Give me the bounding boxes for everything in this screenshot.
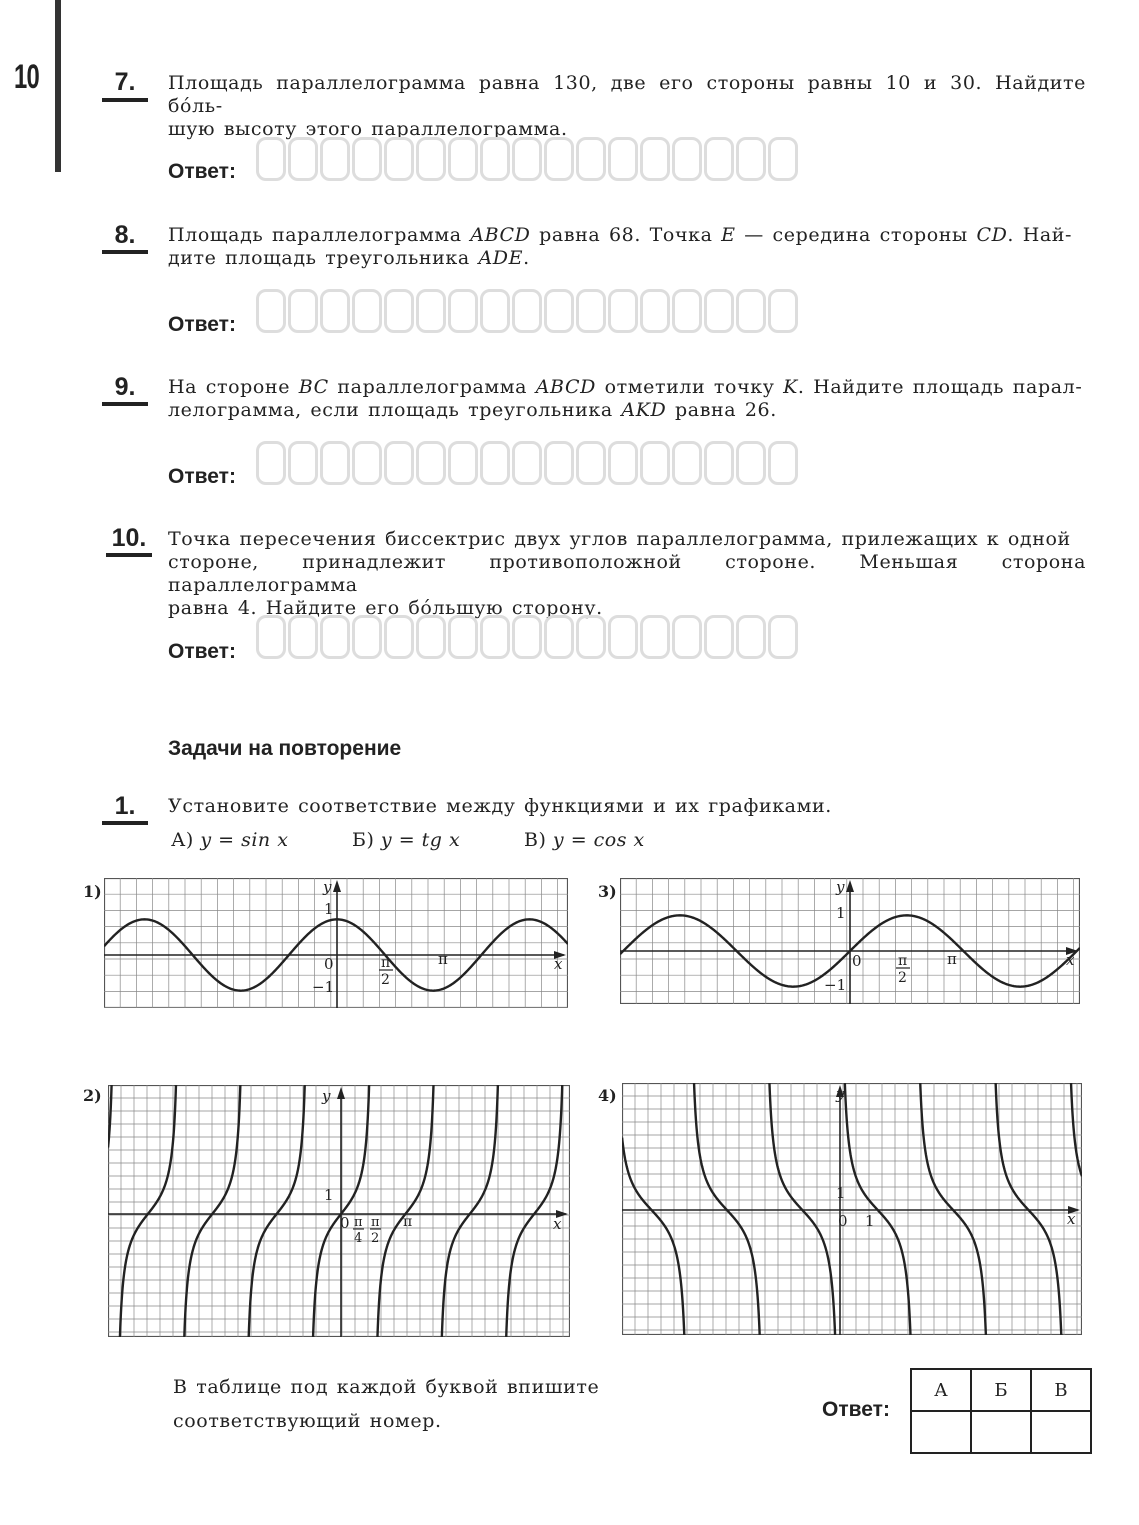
graph-2-tick-pi: π [403,1214,413,1230]
graph-1 [104,878,568,1008]
question-8-underline [102,250,148,254]
branch [1071,1083,1082,1176]
option-b: Б) y = tg x [352,829,461,851]
answer-box[interactable] [576,137,606,181]
answer-box[interactable] [288,137,318,181]
answer-box[interactable] [480,615,510,659]
graph-4-tick-x1: 1 [865,1212,875,1230]
graph-4-tick-0: 0 [838,1212,848,1230]
answer-box[interactable] [320,289,350,333]
answer-box[interactable] [416,441,446,485]
answer-box[interactable] [384,289,414,333]
answer-instructions-line-2: соответствующий номер. [173,1410,442,1432]
option-c: В) y = cos x [524,829,645,851]
answer-table [910,1368,1092,1454]
answer-box[interactable] [672,137,702,181]
branch [845,1083,911,1335]
question-10-underline [106,553,152,557]
answer-box[interactable] [608,137,638,181]
answer-box[interactable] [704,137,734,181]
answer-box[interactable] [256,441,286,485]
answer-box[interactable] [512,289,542,333]
graph-3-x-label: x [1066,951,1075,969]
graph-2-tick-pi4-den: 4 [354,1231,363,1246]
answer-box[interactable] [608,441,638,485]
graph-1-tick-pi-half-den: 2 [381,972,390,988]
graph-2-tick-1: 1 [324,1186,334,1204]
branch [442,1085,498,1337]
answer-box[interactable] [384,615,414,659]
graph-1-tick-minus-1: −1 [312,978,335,996]
graph-3-tick-minus-1: −1 [824,976,847,994]
review-section-title: Задачи на повторение [168,737,402,760]
graph-3-tick-1: 1 [836,904,846,922]
graph-4-y-label: y [836,1085,845,1103]
graph-2-axes [108,1087,568,1337]
graph-4-curves [622,1083,1082,1335]
answer-box[interactable] [704,615,734,659]
question-10-line-3: равна 4. Найдите его бóльшую сторону. [168,597,603,619]
answer-box[interactable] [320,615,350,659]
answer-box[interactable] [768,441,798,485]
graph-1-tick-pi: π [438,950,448,968]
question-7-text [168,72,1086,141]
graph-3-tick-pi-half-den: 2 [898,970,907,986]
graph-2-curves [108,1085,562,1337]
graph-4-x-label: x [1067,1210,1076,1228]
question-10-number: 10. [111,524,147,552]
answer-box[interactable] [640,289,670,333]
answer-box[interactable] [448,615,478,659]
branch [694,1083,760,1335]
graph-3-label: 3) [598,882,617,901]
question-9-answer-boxes[interactable] [256,441,798,485]
graph-1-axes [104,880,566,1008]
answer-box[interactable] [544,615,574,659]
answer-box[interactable] [672,615,702,659]
answer-box[interactable] [480,441,510,485]
graph-1-tick-1: 1 [324,900,334,918]
final-answer-label: Ответ: [822,1398,890,1421]
graph-2-tick-pi2-num: π [371,1215,380,1230]
graph-2-grid [108,1085,570,1337]
review-question-1-underline [102,821,148,825]
answer-box[interactable] [512,137,542,181]
question-7-line-2: шую высоту этого параллелограмма. [168,118,568,140]
answer-box[interactable] [736,615,766,659]
review-question-1-prompt: Установите соответствие между функциями и их графиками. [168,795,832,817]
answer-box[interactable] [672,441,702,485]
margin-bar [55,0,61,172]
graph-2-label: 2) [83,1086,102,1105]
question-9-text [168,376,1086,422]
answer-table-header-b: Б [971,1369,1031,1411]
question-10-answer-boxes[interactable] [256,615,798,659]
answer-box[interactable] [288,441,318,485]
graph-4 [622,1083,1082,1335]
answer-table-cell-c[interactable] [1031,1411,1091,1453]
answer-box[interactable] [672,289,702,333]
branch [996,1083,1062,1335]
branch [769,1083,835,1335]
answer-box[interactable] [384,441,414,485]
graph-3 [620,878,1080,1004]
branch [506,1085,562,1337]
answer-table-cell-b[interactable] [971,1411,1031,1453]
y-axis-arrow [337,1087,345,1099]
question-9-line-1: На стороне BC параллелограмма ABCD отметили точку K. Найдите площадь парал- [168,376,1083,398]
graph-1-label: 1) [83,882,102,901]
graph-2-tick-pi4-num: π [354,1215,363,1230]
graph-1-tick-0: 0 [324,955,334,973]
answer-box[interactable] [448,441,478,485]
answer-box[interactable] [704,441,734,485]
answer-box[interactable] [320,441,350,485]
answer-box[interactable] [640,137,670,181]
question-7-answer-boxes[interactable] [256,137,798,181]
answer-box[interactable] [544,289,574,333]
question-9-underline [102,402,148,406]
answer-box[interactable] [416,137,446,181]
branch [920,1083,986,1335]
y-axis-arrow [846,880,854,892]
graph-2 [108,1085,570,1337]
answer-table-cell-a[interactable] [911,1411,971,1453]
question-10-text [168,528,1086,620]
page-number: 10 [14,58,40,96]
answer-box[interactable] [288,289,318,333]
graph-3-tick-pi-half-num: π [898,953,908,969]
graph-4-grid [622,1083,1082,1335]
answer-box[interactable] [352,441,382,485]
answer-box[interactable] [608,615,638,659]
answer-box[interactable] [736,441,766,485]
answer-box[interactable] [608,289,638,333]
answer-instructions [173,1370,599,1438]
question-9-answer-label: Ответ: [168,465,236,488]
graph-3-y-label: y [836,878,845,896]
answer-box[interactable] [352,289,382,333]
question-8-number: 8. [114,221,136,249]
graph-4-tick-1: 1 [836,1184,846,1202]
question-8-answer-label: Ответ: [168,313,236,336]
answer-box[interactable] [320,137,350,181]
answer-box[interactable] [576,289,606,333]
answer-box[interactable] [640,615,670,659]
graph-2-tick-pi2-den: 2 [371,1231,380,1246]
answer-box[interactable] [544,137,574,181]
answer-box[interactable] [736,137,766,181]
answer-box[interactable] [704,289,734,333]
answer-box[interactable] [288,615,318,659]
question-10-answer-label: Ответ: [168,640,236,663]
branch [377,1085,433,1337]
answer-box[interactable] [416,289,446,333]
answer-box[interactable] [512,441,542,485]
graph-3-tick-0: 0 [852,952,862,970]
graph-2-x-label: x [553,1215,562,1233]
answer-box[interactable] [768,615,798,659]
answer-box[interactable] [416,615,446,659]
question-10-line-2: стороне, принадлежит противоположной стороне. Меньшая сторона параллелограмма [168,551,1086,596]
question-8-text [168,224,1086,270]
answer-box[interactable] [384,137,414,181]
answer-box[interactable] [768,137,798,181]
question-9-line-2: лелограмма, если площадь треугольника AKD равна 26. [168,399,777,421]
answer-box[interactable] [256,615,286,659]
answer-box[interactable] [512,615,542,659]
answer-box[interactable] [448,137,478,181]
option-a: А) y = sin x [171,829,289,851]
graph-3-tick-pi: π [947,950,957,968]
question-8-answer-boxes[interactable] [256,289,798,333]
answer-box[interactable] [768,289,798,333]
answer-box[interactable] [256,289,286,333]
branch [622,1138,684,1335]
question-10-line-1: Точка пересечения биссектрис двух углов параллелограмма, прилежащих к одной [168,528,1071,550]
graph-2-tick-0: 0 [340,1214,350,1232]
question-9-number: 9. [114,373,136,401]
answer-box[interactable] [352,137,382,181]
answer-box[interactable] [736,289,766,333]
graph-4-axes [622,1085,1080,1335]
answer-box[interactable] [256,137,286,181]
answer-box[interactable] [576,615,606,659]
answer-box[interactable] [576,441,606,485]
question-7-number: 7. [114,68,136,96]
y-axis-arrow [333,880,341,892]
answer-instructions-line-1: В таблице под каждой буквой впишите [173,1376,600,1398]
graph-1-grid [104,878,568,1008]
answer-box[interactable] [480,137,510,181]
review-question-1-number: 1. [114,792,136,820]
question-8-line-1: Площадь параллелограмма ABCD равна 68. Точка E — середина стороны CD. Най- [168,224,1073,246]
answer-box[interactable] [544,441,574,485]
graph-1-y-label: y [323,878,332,896]
graph-1-tick-pi-half-num: π [381,955,391,971]
answer-box[interactable] [640,441,670,485]
question-7-underline [102,98,148,102]
question-8-line-2: дите площадь треугольника ADE. [168,247,530,269]
answer-box[interactable] [448,289,478,333]
answer-table-header-a: А [911,1369,971,1411]
graph-4-label: 4) [598,1086,617,1105]
question-7-line-1: Площадь параллелограмма равна 130, две его стороны равны 10 и 30. Найдите бóль- [168,72,1086,117]
graph-1-x-label: x [554,955,563,973]
answer-box[interactable] [352,615,382,659]
answer-table-header-c: В [1031,1369,1091,1411]
graph-2-y-label: y [322,1087,331,1105]
question-7-answer-label: Ответ: [168,160,236,183]
answer-box[interactable] [480,289,510,333]
branch [120,1085,176,1337]
